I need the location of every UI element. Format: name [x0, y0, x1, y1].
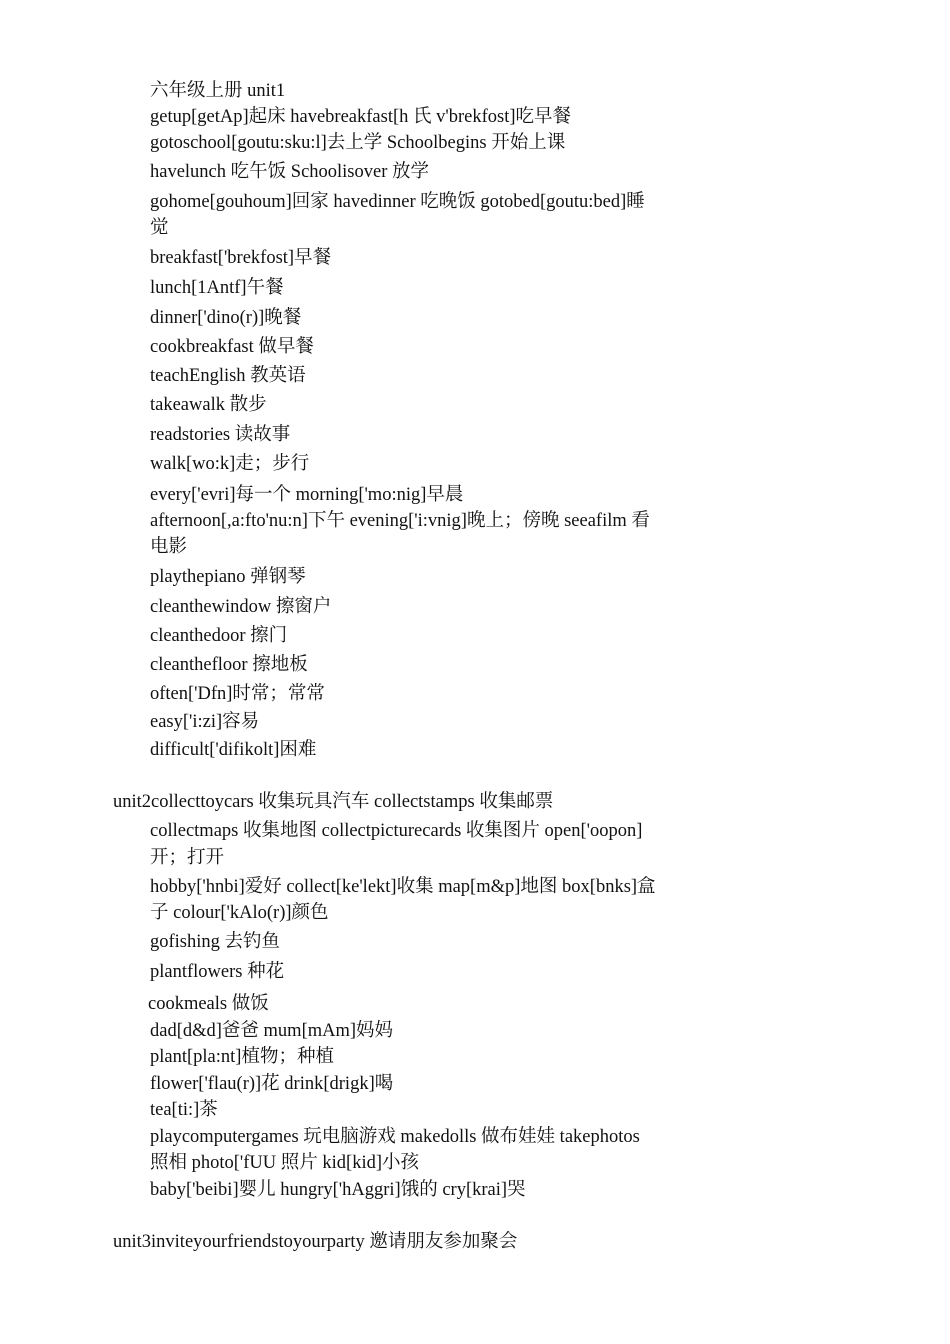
- unit3-title: unit3inviteyourfriendstoyourparty 邀请朋友参加聚会: [113, 1232, 518, 1252]
- vocab-line: cleanthefloor 擦地板: [150, 655, 308, 675]
- vocab-line: playcomputergames 玩电脑游戏 makedolls 做布娃娃 takephotos: [150, 1127, 640, 1147]
- vocab-line: collectmaps 收集地图 collectpicturecards 收集图片 open['oopon]: [150, 821, 643, 841]
- vocab-line: 照相 photo['fUU 照片 kid[kid]小孩: [150, 1153, 419, 1173]
- vocab-line: baby['beibi]婴儿 hungry['hAggri]饿的 cry[krai]哭: [150, 1180, 526, 1200]
- vocab-line: 觉: [150, 218, 169, 238]
- vocab-line: cookbreakfast 做早餐: [150, 337, 314, 357]
- vocab-line: breakfast['brekfost]早餐: [150, 248, 332, 268]
- vocab-line: afternoon[,a:fto'nu:n]下午 evening['i:vnig]晚上；傍晚 seeafilm 看: [150, 511, 650, 531]
- vocab-line: teachEnglish 教英语: [150, 366, 306, 386]
- vocab-line: often['Dfn]时常；常常: [150, 684, 325, 704]
- vocab-line: playthepiano 弹钢琴: [150, 567, 306, 587]
- vocab-line: flower['flau(r)]花 drink[drigk]喝: [150, 1074, 394, 1094]
- vocab-line: every['evri]每一个 morning['mo:nig]早晨: [150, 485, 464, 505]
- vocab-line: 电影: [150, 537, 188, 557]
- vocab-line: dinner['dino(r)]晚餐: [150, 308, 302, 328]
- vocab-line: easy['i:zi]容易: [150, 712, 260, 732]
- vocab-line: havelunch 吃午饭 Schoolisover 放学: [150, 162, 429, 182]
- vocab-line: walk[wo:k]走；步行: [150, 454, 310, 474]
- vocab-line: dad[d&d]爸爸 mum[mAm]妈妈: [150, 1021, 394, 1041]
- vocab-line: cleanthedoor 擦门: [150, 626, 288, 646]
- vocab-line: cleanthewindow 擦窗户: [150, 597, 332, 617]
- vocab-line: difficult['difikolt]困难: [150, 740, 317, 760]
- unit2-title: unit2collecttoycars 收集玩具汽车 collectstamps 收集邮票: [113, 792, 554, 812]
- vocab-line: gofishing 去钓鱼: [150, 932, 281, 952]
- vocab-line: plant[pla:nt]植物；种植: [150, 1047, 334, 1067]
- vocab-line: tea[ti:]茶: [150, 1100, 218, 1120]
- vocab-line: readstories 读故事: [150, 425, 291, 445]
- vocab-line: takeawalk 散步: [150, 395, 267, 415]
- vocab-line: 开；打开: [150, 848, 225, 868]
- vocab-line: 子 colour['kAlo(r)]颜色: [150, 903, 329, 923]
- unit1-title: 六年级上册 unit1: [150, 81, 286, 101]
- vocab-line: lunch[1Antf]午餐: [150, 278, 284, 298]
- vocab-line: plantflowers 种花: [150, 962, 285, 982]
- vocab-line: gotoschool[goutu:sku:l]去上学 Schoolbegins 开始上课: [150, 133, 566, 153]
- vocab-line: gohome[gouhoum]回家 havedinner 吃晚饭 gotobed[goutu:bed]睡: [150, 192, 645, 212]
- vocab-line: getup[getAp]起床 havebreakfast[h 氏 v'brekfost]吃早餐: [150, 107, 572, 127]
- vocab-line: cookmeals 做饭: [148, 994, 269, 1014]
- vocab-line: hobby['hnbi]爱好 collect[ke'lekt]收集 map[m&p]地图 box[bnks]盒: [150, 877, 656, 897]
